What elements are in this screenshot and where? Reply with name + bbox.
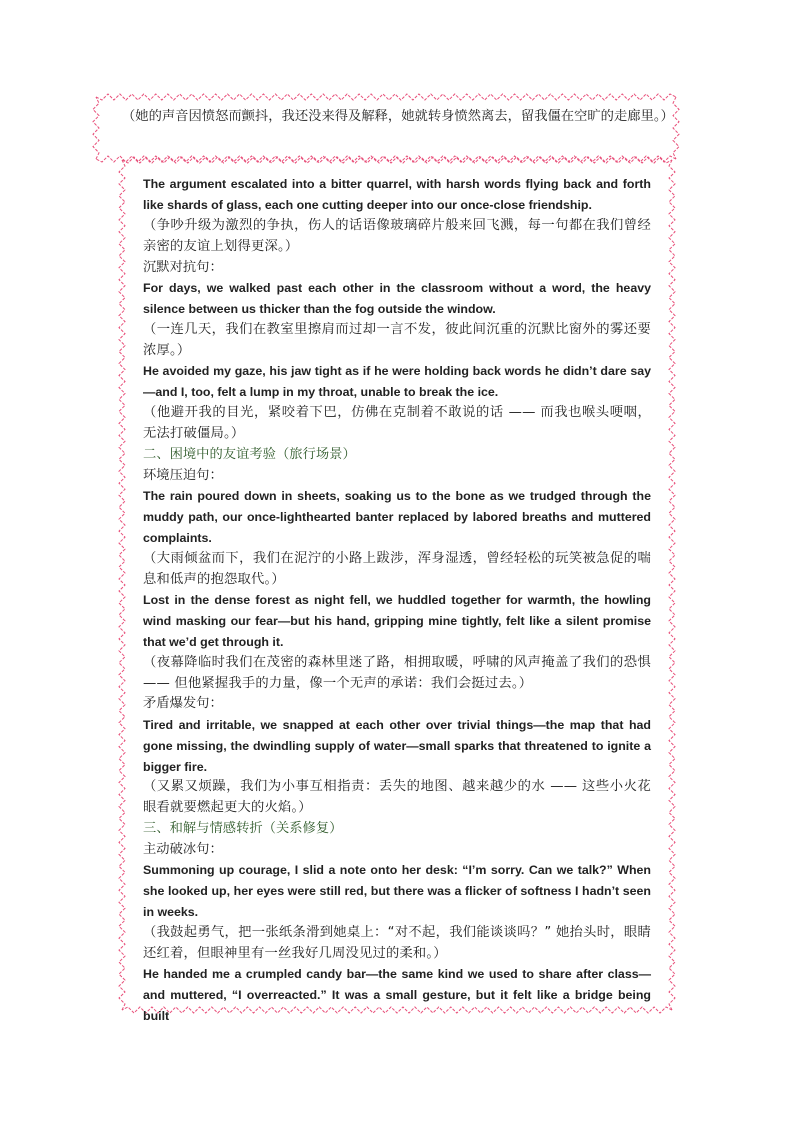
paragraph-en: Tired and irritable, we snapped at each other over trivial things—the map that had gone missing, the dwindling supply of water—small sparks that threatened to ignite a bigger fire. — [143, 718, 651, 774]
section-header: 三、和解与情感转折（关系修复） — [143, 821, 343, 836]
paragraph-en: The rain poured down in sheets, soaking us to the bone as we trudged through the muddy path, our once-lighthearted banter replaced by labored breaths and muttered complaints. — [143, 489, 651, 545]
paragraph-cn: （一连几天，我们在教室里擦肩而过却一言不发，彼此间沉重的沉默比窗外的雾还要浓厚。） — [143, 322, 651, 358]
sentence-type-label: 矛盾爆发句： — [143, 696, 223, 711]
paragraph-en: Lost in the dense forest as night fell, we huddled together for warmth, the howling wind masking our fear—but his hand, gripping mine tightly, felt like a silent promise that we’d get through it. — [143, 593, 651, 649]
paragraph-cn: （争吵升级为激烈的争执，伤人的话语像玻璃碎片般来回飞溅，每一句都在我们曾经亲密的友谊上划得更深。） — [143, 218, 651, 254]
section-header: 二、困境中的友谊考验（旅行场景） — [143, 447, 356, 462]
sentence-type-label: 沉默对抗句： — [143, 260, 223, 275]
sentence-type-label: 主动破冰句： — [143, 842, 223, 857]
paragraph-en: He avoided my gaze, his jaw tight as if he were holding back words he didn’t dare say—and I, too, felt a lump in my throat, unable to break the ice. — [143, 364, 651, 399]
sentence-type-label: 环境压迫句： — [143, 468, 223, 483]
paragraph-en: For days, we walked past each other in the classroom without a word, the heavy silence between us thicker than the fog outside the window. — [143, 281, 651, 316]
top-box-text: （她的声音因愤怒而颤抖，我还没来得及解释，她就转身愤然离去，留我僵在空旷的走廊里。） — [122, 109, 674, 124]
paragraph-en: He handed me a crumpled candy bar—the same kind we used to share after class—and muttered, “I overreacted.” It was a small gesture, but it felt like a bridge being built — [143, 967, 651, 1023]
paragraph-en: The argument escalated into a bitter quarrel, with harsh words flying back and forth like shards of glass, each one cutting deeper into our once-close friendship. — [143, 177, 651, 212]
paragraph-cn: （他避开我的目光，紧咬着下巴，仿佛在克制着不敢说的话 —— 而我也喉头哽咽，无法打破僵局。） — [143, 405, 651, 441]
paragraph-en: Summoning up courage, I slid a note onto her desk: “I’m sorry. Can we talk?” When she looked up, her eyes were still red, but there was a flicker of softness I hadn’t seen in weeks. — [143, 863, 651, 919]
paragraph-cn: （夜幕降临时我们在茂密的森林里迷了路，相拥取暖，呼啸的风声掩盖了我们的恐惧 —— 但他紧握我手的力量，像一个无声的承诺：我们会挺过去。） — [143, 655, 651, 691]
paragraph-cn: （我鼓起勇气，把一张纸条滑到她桌上：“对不起，我们能谈谈吗？” 她抬头时，眼睛还红着，但眼神里有一丝我好几周没见过的柔和。） — [143, 925, 651, 961]
paragraph-cn: （大雨倾盆而下，我们在泥泞的小路上跋涉，浑身湿透，曾经轻松的玩笑被急促的喘息和低声的抱怨取代。） — [143, 551, 651, 587]
paragraph-cn: （又累又烦躁，我们为小事互相指责：丢失的地图、越来越少的水 —— 这些小火花眼看就要燃起更大的火焰。） — [143, 779, 651, 815]
